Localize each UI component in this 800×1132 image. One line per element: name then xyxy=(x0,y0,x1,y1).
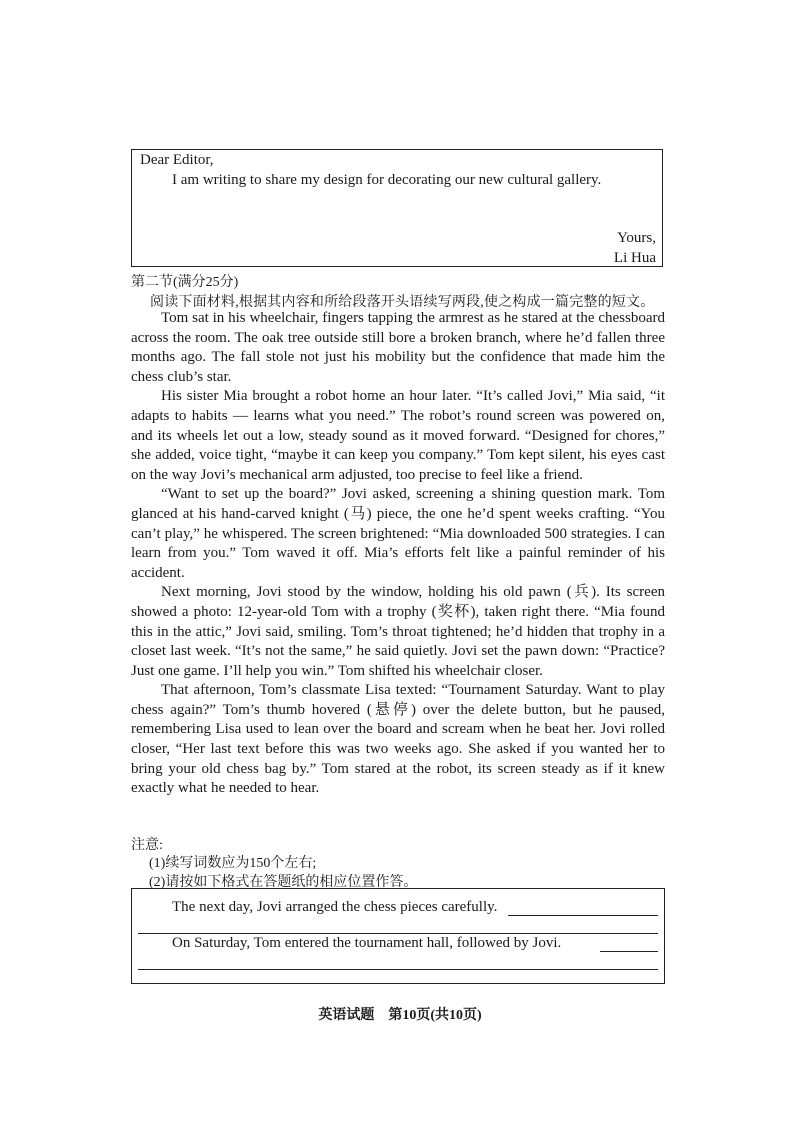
letter-body: I am writing to share my design for decorating our new cultural gallery. xyxy=(172,172,602,188)
letter-salutation: Dear Editor, xyxy=(140,152,214,168)
answer-line[interactable] xyxy=(138,933,658,934)
section-title: 第二节(满分25分) xyxy=(131,275,239,290)
story-paragraph: Tom sat in his wheelchair, fingers tapping the armrest as he stared at the chessboard across the room. The oak tree outside still bore a broken branch, where he’d fallen three months ago. The fall stole not just his mobility but the confidence that made him the chess club’s star. xyxy=(131,310,665,385)
note-item: (2)请按如下格式在答题纸的相应位置作答。 xyxy=(149,875,418,890)
answer-box xyxy=(131,888,665,984)
letter-closing: Yours, xyxy=(617,230,656,246)
story-paragraph: His sister Mia brought a robot home an hour later. “It’s called Jovi,” Mia said, “it adapts to habits — learns what you need.” The robot’s round screen was powered on, and its wheels let out a low, steady sound as it moved forward. “Designed for chores,” she added, voice tight, “maybe it can keep you company.” Tom kept silent, his eyes cast on the way Jovi’s mechanical arm adjusted, too precise to feel like a friend. xyxy=(131,388,665,483)
note-item: (1)续写词数应为150个左右; xyxy=(149,856,317,871)
page-footer: 英语试题 第10页(共10页) xyxy=(318,1008,482,1023)
answer-line[interactable] xyxy=(138,969,658,970)
paragraph-1-opening: The next day, Jovi arranged the chess pieces carefully. xyxy=(172,899,498,915)
story-paragraph: “Want to set up the board?” Jovi asked, screening a shining question mark. Tom glanced at his hand-carved knight (马) piece, the one he’d spent weeks crafting. “You can’t play,” he whispered. The screen brightened: “Mia downloaded 500 strategies. I can learn from you.” Tom waved it off. Mia’s efforts felt like a painful reminder of his accident. xyxy=(131,486,665,581)
paragraph-2-opening: On Saturday, Tom entered the tournament hall, followed by Jovi. xyxy=(172,935,562,951)
notes-label: 注意: xyxy=(131,838,163,853)
answer-line[interactable] xyxy=(600,951,658,952)
letter-signer: Li Hua xyxy=(613,250,656,266)
letter-box xyxy=(131,149,663,267)
story-paragraph: That afternoon, Tom’s classmate Lisa texted: “Tournament Saturday. Want to play chess again?” Tom’s thumb hovered (悬停) over the delete button, but he paused, remembering Lisa used to lean over the board and scream when he beat her. Jovi rolled closer, “Her last text before this was two weeks ago. She asked if you wanted her to bring your old chess bag by.” Tom stared at the robot, its screen steady as if it knew exactly what he needed to hear. xyxy=(131,682,665,797)
section-instruction: 阅读下面材料,根据其内容和所给段落开头语续写两段,使之构成一篇完整的短文。 xyxy=(150,295,655,310)
story-paragraph: Next morning, Jovi stood by the window, holding his old pawn (兵). Its screen showed a photo: 12-year-old Tom with a trophy (奖杯), taken right there. “Mia found this in the attic,” Jovi said, smiling. Tom’s throat tightened; he’d hidden that trophy in a closet last week. “It’s not the same,” he said quietly. Jovi set the pawn down: “Practice? Just one game. I’ll help you win.” Tom shifted his wheelchair closer. xyxy=(131,584,665,679)
answer-line[interactable] xyxy=(508,915,658,916)
story-text xyxy=(131,309,665,799)
